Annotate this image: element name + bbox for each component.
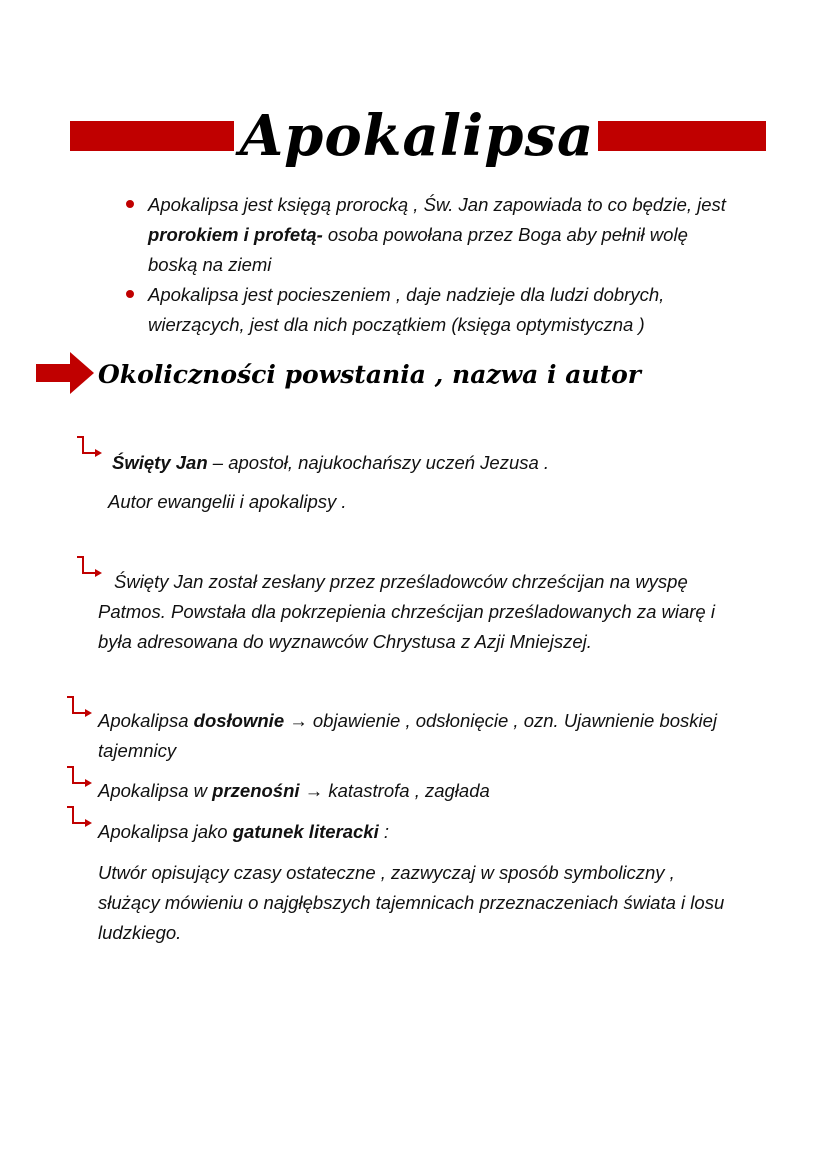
- bullet-icon: [126, 290, 134, 298]
- intro-bullet-list: [122, 190, 732, 340]
- intro-item-text: Apokalipsa jest księgą prorocką , Św. Jan zapowiada to co będzie, jest: [148, 194, 726, 215]
- corner-arrow-icon: [64, 696, 94, 718]
- corner-arrow-icon: [64, 766, 94, 788]
- meaning-literal: [98, 706, 728, 766]
- corner-arrow-icon: [74, 436, 104, 458]
- corner-arrow-icon: [64, 806, 94, 828]
- meaning-figurative: [98, 776, 728, 806]
- literal-bold: dosłownie: [193, 710, 285, 731]
- intro-item-text: Apokalipsa jest pocieszeniem , daje nadzieje dla ludzi dobrych, wierzących, jest dla nich początkiem (księga optymistyczna ): [148, 284, 665, 335]
- title-bar-right: [598, 121, 766, 151]
- intro-item-bold: prorokiem i profetą-: [148, 224, 323, 245]
- bullet-icon: [126, 200, 134, 208]
- title-bar-left: [70, 121, 234, 151]
- list-item: [122, 280, 732, 340]
- figurative-bold: przenośni: [212, 780, 300, 801]
- arrow-icon: →: [299, 780, 329, 801]
- section-title: Okoliczności powstania , nazwa i autor: [98, 360, 641, 389]
- genre-prefix: Apokalipsa jako: [98, 821, 233, 842]
- literal-text: objawienie , odsłonięcie , ozn. Ujawnienie boskiej tajemnicy: [98, 710, 718, 761]
- figurative-text: katastrofa , zagłada: [328, 780, 490, 801]
- genre-suffix: :: [378, 821, 390, 842]
- list-item: [122, 190, 732, 280]
- page-title: Apokalipsa: [239, 103, 595, 169]
- literal-prefix: Apokalipsa: [98, 710, 194, 731]
- intro-item-text-end: osoba powołana przez Boga aby pełnił wolę boską na ziemi: [148, 224, 688, 275]
- figurative-prefix: Apokalipsa w: [98, 780, 213, 801]
- exile-text: Święty Jan został zesłany przez prześladowców chrześcijan na wyspę Patmos. Powstała dla pokrzepienia chrześcijan prześladowanych za wiarę i była adresowana do wyznawców Chrystusa z Azji Mniejszej.: [98, 571, 715, 652]
- exile-paragraph: [98, 567, 738, 657]
- genre-bold: gatunek literacki: [232, 821, 379, 842]
- arrow-icon: →: [284, 710, 313, 731]
- meaning-genre: [98, 817, 728, 847]
- author-line: [112, 448, 732, 478]
- author-desc: – apostoł, najukochańszy uczeń Jezusa .: [207, 452, 550, 473]
- author-name: Święty Jan: [112, 452, 208, 473]
- author-line-2: Autor ewangelii i apokalipsy .: [108, 491, 347, 512]
- genre-definition: Utwór opisujący czasy ostateczne , zazwyczaj w sposób symboliczny , służący mówieniu o najgłębszych tajemnicach przeznaczeniach świata i losu ludzkiego.: [98, 862, 725, 943]
- right-arrow-icon: [36, 352, 94, 394]
